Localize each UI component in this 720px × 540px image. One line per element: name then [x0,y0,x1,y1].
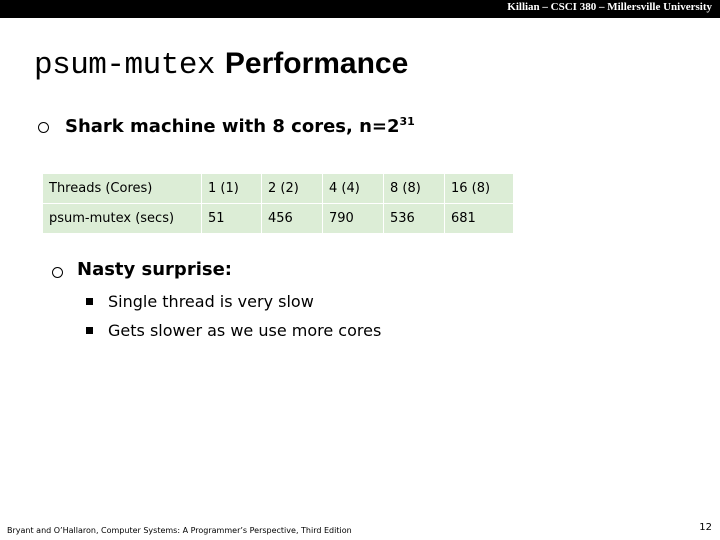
table-cell: psum-mutex (secs) [43,204,202,234]
table-cell: 8 (8) [384,174,445,204]
table-cell: 456 [262,204,323,234]
table-row [43,174,514,204]
header-banner [0,0,720,18]
sub-bullet-text: Gets slower as we use more cores [108,321,382,340]
table-cell: Threads (Cores) [43,174,202,204]
bullet-ring-icon [52,267,63,278]
sub-bullet-text: Single thread is very slow [108,292,314,311]
slide-title [34,40,408,89]
table-cell: 536 [384,204,445,234]
square-bullet-icon [86,298,93,305]
table-cell: 681 [445,204,514,234]
table-cell: 2 (2) [262,174,323,204]
slide-title-word: Performance [224,47,409,80]
bullet-surprise-text: Nasty surprise: [77,259,232,280]
footer-citation: Bryant and O’Hallaron, Computer Systems: A Programmer’s Perspective, Third Edition [7,526,352,535]
bullet-ring-icon [38,122,49,133]
slide-title-code: psum-mutex [34,48,216,83]
table-cell: 790 [323,204,384,234]
page-number: 12 [699,522,712,533]
bullet-machine-text: Shark machine with 8 cores, $n=2^{31}$ [65,115,415,137]
bullet-exponent: 31 [399,115,415,128]
table-cell: 16 (8) [445,174,514,204]
table-row [43,204,514,234]
square-bullet-icon [86,327,93,334]
table-cell: 1 (1) [202,174,262,204]
performance-table [42,173,514,234]
table-cell: 4 (4) [323,174,384,204]
table-cell: 51 [202,204,262,234]
header-banner-text: Killian – CSCI 380 – Millersville University [507,1,712,13]
